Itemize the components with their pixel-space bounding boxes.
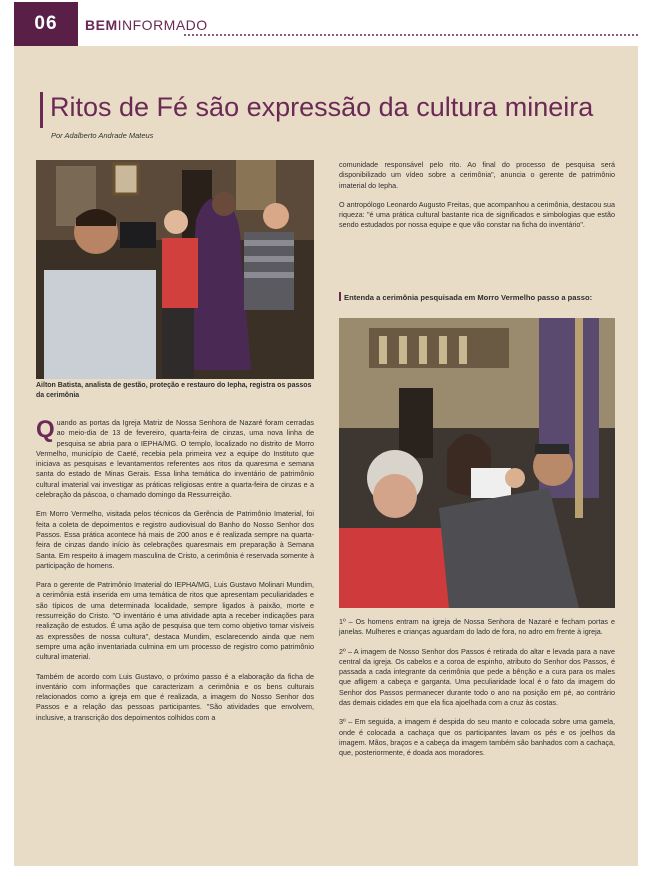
photo-image-cleansing [339,318,615,608]
step-2: 2º – A imagem de Nosso Senhor dos Passos é retirada do altar e levada para a nave central da igreja. Os cabelos e a coroa de espinho, atributo do Senhor dos Passos, é passada a cada integrante da cerimônia que pede a bênção e a cura para os males que afligem a cabeça e garganta. Uma peculiaridade local é o fato da imagem do Senhor dos Passos permanecer durante todo o ano na posição em pé, ao contrário das demais cidades em que ela fica ajoelhada com a cruz às costas. [339,646,615,708]
photo-ceremony-team [36,160,314,379]
article-author: Por Adalberto Andrade Mateus [51,131,154,140]
paragraph-1 [36,418,314,500]
section-name-rest: INFORMADO [117,17,208,33]
page-number: 06 [14,2,78,46]
article-title: Ritos de Fé são expressão da cultura mineira [50,92,594,122]
steps-subheading [339,292,592,302]
paragraph-2: Em Morro Vermelho, visitada pelos técnicos da Gerência de Patrimônio Imaterial, foi feita a coleta de depoimentos e registro audiovisual do Banho do Nosso Senhor dos Passos. Essa prática acontece há mais de 200 anos e é realizada sempre na quarta-feira de cinzas dando início às celebrações quaresmais em preparação à Semana Santa. Em respeito à imagem masculina de Cristo, a cerimônia é reservada somente à participação de homens. [36,509,314,570]
drop-cap: Q [36,416,55,443]
header-divider [184,34,638,36]
paragraph-1-text: uando as portas da Igreja Matriz de Nossa Senhora de Nazaré foram cerradas ao meio-dia de 13 de fevereiro, quarta-feira de cinzas, uma nova linha de pesquisa se abria para o IEPHA/MG. O templo, localizado no distrito de Morro Vermelho, município de Caeté, recebia pela primeira vez a equipe do Instituto que iniciava as pesquisas e levantamentos referentes aos ritos da quaresma e semana santa do estado de Minas Gerais. Essa linha temática do inventário de patrimônio cultural imaterial vai investigar as práticas religiosas entre a quarta-feira de cinzas e a celebração da páscoa, o chamado domingo da Ressurreição. [36,418,314,500]
right-column-steps [339,617,615,768]
section-name-bold: BEM [85,17,118,33]
paragraph-4: Também de acordo com Luis Gustavo, o próximo passo é a elaboração da ficha de inventário com informações que caracterizam a cerimônia e os bens culturais relacionados como a igreja em que é realizada, a imagem do Nosso Senhor dos Passos e a relação das pessoas participantes. "São atividades que envolvem, inclusive, a transcrição dos depoimentos colhidos com a [36,671,314,722]
paragraph-6: O antropólogo Leonardo Augusto Freitas, que acompanhou a cerimônia, destacou sua riqueza: "é uma prática cultural bastante rica de significados e simbologias que estão sendo estudados por nossa equipe e que vão constar na ficha do inventário". [339,199,615,230]
steps-subheading-text: Entenda a cerimônia pesquisada em Morro Vermelho passo a passo: [344,293,593,302]
photo1-caption: Ailton Batista, analista de gestão, proteção e restauro do Iepha, registra os passos da cerimônia [36,382,312,399]
left-column [36,418,314,732]
right-column-top [339,160,615,240]
title-accent-bar [40,92,43,128]
step-1: 1º – Os homens entram na igreja de Nossa Senhora de Nazaré e fecham portas e janelas. Mulheres e crianças aguardam do lado de fora, no adro em frente à igreja. [339,617,615,637]
paragraph-3: Para o gerente de Patrimônio Imaterial do IEPHA/MG, Luis Gustavo Molinari Mundim, a cerimônia está inserida em uma temática de ritos que apresentam peculiaridades e são típicos de uma determinada localidade, sempre ligados à paixão, morte e ressurreição do Cristo. "O inventário é uma atividade apta a receber indicações para realização de estudos. É uma ação de pesquisa que tem como objetivo tornar visíveis as expressões de nossa cultura", destaca Mundim, esclarecendo ainda que nem sempre uma ação inventariada culmina em um processo de registro como patrimônio cultural imaterial. [36,580,314,662]
paragraph-5: comunidade responsável pelo rito. Ao final do processo de pesquisa será disponibilizado um vídeo sobre a cerimônia", anuncia o gerente de patrimônio imaterial do Iepha. [339,160,615,190]
step-3: 3º – Em seguida, a imagem é despida do seu manto e colocada sobre uma gamela, onde é colocada a cachaça que os participantes lavam os pés e os joelhos da imagem. Mãos, braços e a cabeça da imagem também são banhados com a cachaça, que, posteriormente, é doada aos moradores. [339,717,615,758]
section-name [85,17,208,33]
